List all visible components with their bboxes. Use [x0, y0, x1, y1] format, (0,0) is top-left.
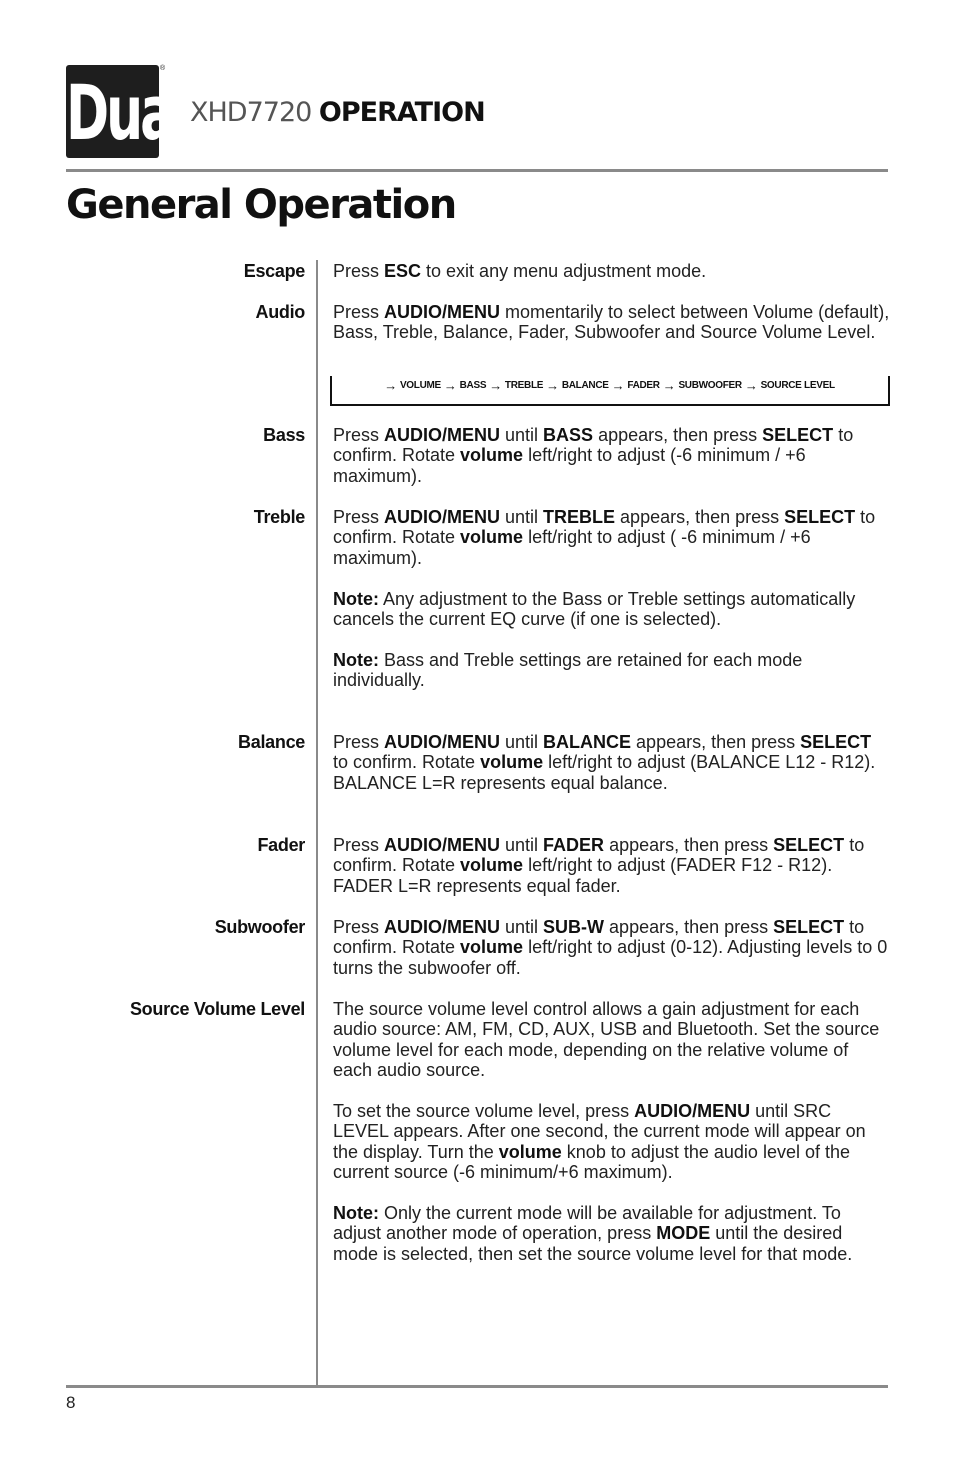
section-label: Escape: [243, 261, 305, 281]
flow-step: SUBWOOFER: [678, 379, 742, 391]
section-label: Subwoofer: [214, 917, 305, 937]
flow-items: [332, 376, 888, 394]
section-content: [333, 507, 891, 691]
section-content: [333, 732, 891, 793]
manual-header: [190, 97, 485, 128]
section-label: Source Volume Level: [129, 999, 305, 1019]
paragraph: Press ESC to exit any menu adjustment mode.: [333, 261, 707, 281]
arrow-right-icon: →: [443, 377, 457, 393]
section-label: Treble: [253, 507, 305, 527]
flow-step: FADER: [627, 379, 660, 391]
arrow-right-icon: →: [489, 377, 502, 393]
page-title: General Operation: [66, 182, 456, 228]
section-content: [333, 425, 891, 486]
header-section: OPERATION: [318, 97, 485, 128]
section-content: [333, 302, 891, 343]
bottom-rule: [66, 1385, 888, 1388]
logo-text: Dual: [66, 71, 188, 158]
model-number: XHD7720: [190, 97, 312, 128]
registered-mark: ®: [160, 65, 166, 72]
paragraph: To set the source volume level, press AUDIO/MENU until SRC LEVEL appears. After one second, the current mode will appear on the display. Turn the volume knob to adjust the audio level of the current source (-6 minimum/+6 maximum).: [333, 1101, 866, 1183]
section-content: [333, 999, 891, 1264]
note-paragraph: Note: Any adjustment to the Bass or Treble settings automatically cancels the current EQ curve (if one is selected).: [333, 588, 856, 630]
flow-step: TREBLE: [504, 379, 544, 391]
section-content: [333, 917, 891, 978]
flow-step: BASS: [459, 379, 487, 391]
paragraph: Press AUDIO/MENU until FADER appears, then press SELECT to confirm. Rotate volume left/right to adjust (FADER F12 - R12). FADER L=R represents equal fader.: [333, 835, 865, 896]
paragraph: Press AUDIO/MENU until BASS appears, then press SELECT to confirm. Rotate volume left/right to adjust (-6 minimum / +6 maximum).: [333, 425, 854, 486]
dual-logo: [66, 65, 188, 158]
top-rule: [66, 169, 888, 172]
section-label: Bass: [263, 425, 305, 445]
note-paragraph: Note: Only the current mode will be available for adjustment. To adjust another mode of operation, press MODE until the desired mode is selected, then set the source volume level for that mode.: [333, 1203, 853, 1264]
audio-menu-flow-diagram: [330, 376, 890, 406]
paragraph: Press AUDIO/MENU until BALANCE appears, then press SELECT to confirm. Rotate volume left/right to adjust (BALANCE L12 - R12). BALANCE L=R represents equal balance.: [333, 732, 876, 793]
arrow-right-icon: →: [611, 377, 625, 393]
page-number: 8: [66, 1393, 76, 1412]
section-label: Audio: [255, 302, 305, 322]
note-paragraph: Note: Bass and Treble settings are retained for each mode individually.: [333, 649, 803, 691]
section-label: Balance: [238, 732, 305, 752]
section-content: [333, 261, 891, 281]
paragraph: Press AUDIO/MENU momentarily to select between Volume (default), Bass, Treble, Balance, Fader, Subwoofer and Source Volume Level.: [333, 302, 890, 343]
section-label: Fader: [257, 835, 305, 855]
arrow-right-icon: →: [546, 377, 559, 393]
arrow-right-icon: →: [662, 377, 676, 393]
arrow-right-icon: →: [384, 377, 397, 393]
paragraph: The source volume level control allows a gain adjustment for each audio source: AM, FM, CD, AUX, USB and Bluetooth. Set the source volume level for each mode, depending on the relative volume of each audio source.: [333, 999, 880, 1081]
paragraph: Press AUDIO/MENU until SUB-W appears, then press SELECT to confirm. Rotate volume left/right to adjust (0-12). Adjusting levels to 0 turns the subwoofer off.: [333, 917, 888, 978]
flow-step: BALANCE: [561, 379, 609, 391]
paragraph: Press AUDIO/MENU until TREBLE appears, then press SELECT to confirm. Rotate volume left/right to adjust ( -6 minimum / +6 maximum).: [333, 507, 876, 568]
column-divider: [316, 260, 318, 1386]
section-content: [333, 835, 891, 896]
arrow-right-icon: →: [744, 377, 758, 393]
flow-step: VOLUME: [399, 379, 441, 391]
flow-step: SOURCE LEVEL: [760, 379, 835, 391]
